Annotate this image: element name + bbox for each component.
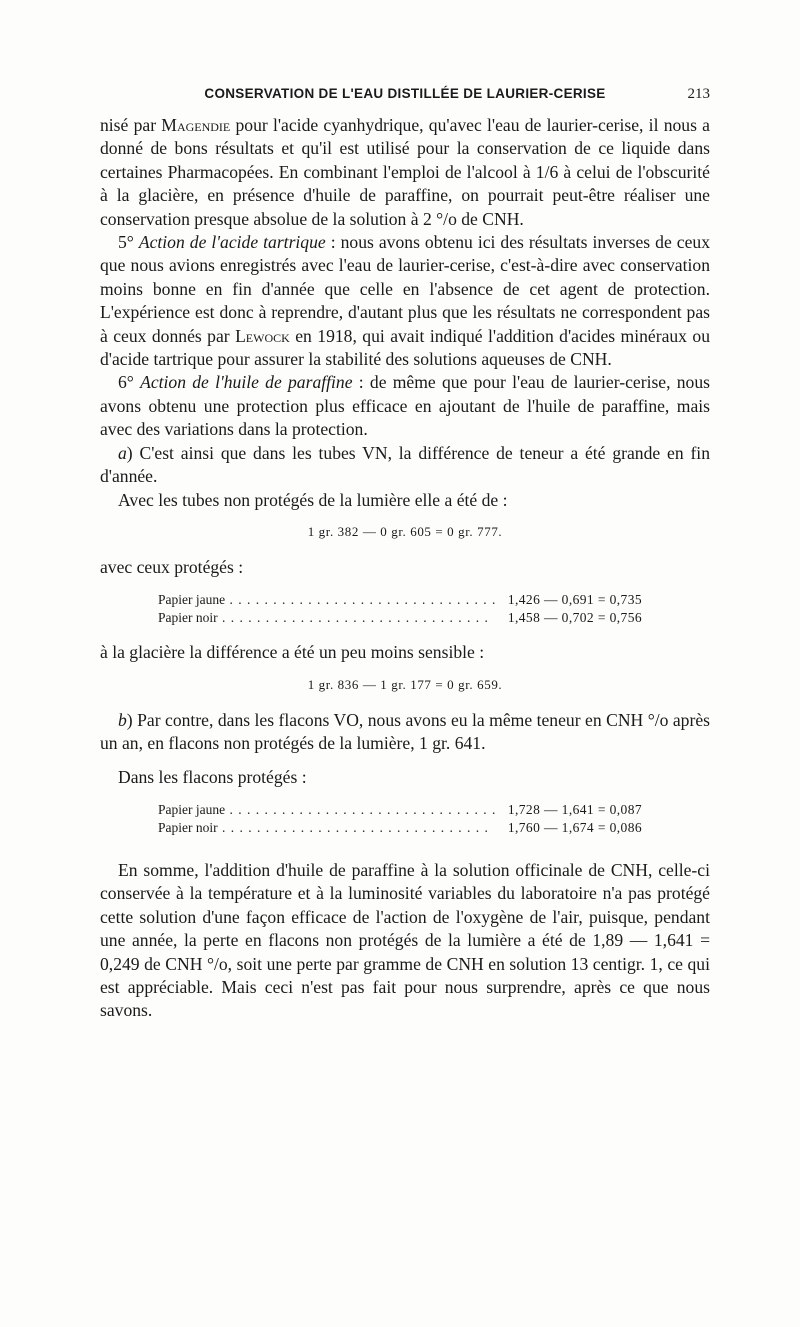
paragraph-protected-flacons: Dans les flacons protégés : [118, 766, 307, 787]
table-protected-tubes [158, 591, 642, 627]
author-magendie: Magendie [161, 115, 231, 135]
running-header [100, 86, 710, 114]
paragraph-paraffin-oil: 6° Action de l'huile de paraffine : de même que pour l'eau de laurier-cerise, nous avons obtenu une protection plus efficace en ajoutant de l'huile de paraffine, mais avec des variations dans la protection. [100, 372, 710, 440]
table-row: Papier jaune . . . 1,426 — 0,691 = 0,735 [158, 591, 642, 609]
section-heading-tartaric-acid: Action de l'acide tartrique [138, 232, 326, 253]
section-heading-paraffin-oil: Action de l'huile de paraffine [140, 372, 353, 393]
running-title: CONSERVATION DE L'EAU DISTILLÉE DE LAURIER-CERISE [204, 86, 606, 101]
paragraph-conclusion: En somme, l'addition d'huile de paraffine à la solution officinale de CNH, celle-ci conservée à la température et à la luminosité variables du laboratoire n'a pas protégé cette solution d'une façon efficace de l'action de l'oxygène de l'air, puisque, pendant une année, la perte en flacons non protégés de la lumière a été de 1,89 — 1,641 = 0,249 de CNH °/o, soit une perte par gramme de CNH en solution 13 centigr. 1, ce qui est appréciable. Mais ceci n'est pas fait pour nous surprendre, après ce que nous savons. [100, 859, 710, 1021]
table-row: Papier jaune . . . 1,728 — 1,641 = 0,087 [158, 801, 642, 819]
paragraph-magendie: nisé par Magendie pour l'acide cyanhydrique, qu'avec l'eau de laurier-cerise, il nous a donné de bons résultats et qu'il est utilisé pour la conservation de ce liquide dans certaines Pharmacopées. En combinant l'emploi de l'alcool à 1/6 à celui de l'obscurité à la glacière, en présence d'huile de paraffine, on pourrait peut-être réaliser une conservation presque absolue de la solution à 2 °/o de CNH. [100, 115, 710, 229]
table-protected-flacons [158, 801, 642, 837]
table-row: Papier noir . . . 1,760 — 1,674 = 0,086 [158, 819, 642, 837]
paragraph-flacons-vo: b) Par contre, dans les flacons VO, nous avons eu la même teneur en CNH °/o après un an, en flacons non protégés de la lumière, 1 gr. 641. [100, 709, 710, 754]
calculation-unprotected-tubes: 1 gr. 382 — 0 gr. 605 = 0 gr. 777. [307, 523, 503, 539]
paragraph-protected: avec ceux protégés : [100, 556, 244, 577]
author-lewock: Lewock [235, 325, 290, 346]
page-number: 213 [687, 86, 710, 102]
table-row: Papier noir . . . 1,458 — 0,702 = 0,756 [158, 609, 642, 627]
page [100, 86, 710, 1023]
calculation-glaciere: 1 gr. 836 — 1 gr. 177 = 0 gr. 659. [307, 676, 503, 692]
paragraph-unprotected-tubes: Avec les tubes non protégés de la lumière elle a été de : [118, 489, 508, 510]
paragraph-tartaric-acid: 5° Action de l'acide tartrique : nous avons obtenu ici des résultats inverses de ceux que nous avions enregistrés avec l'eau de laurier-cerise, c'est-à-dire avec conservation moins bonne en fin d'année que celle en l'absence de cet agent de protection. L'expérience est donc à reprendre, d'autant plus que les résultats ne correspondent pas à ceux donnés par Lewock en 1918, qui avait indiqué l'addition d'acides minéraux ou d'acide tartrique pour assurer la stabilité des solutions aqueuses de CNH. [100, 232, 710, 370]
paragraph-glaciere: à la glacière la différence a été un peu moins sensible : [100, 642, 485, 663]
paragraph-tubes-vn: a) C'est ainsi que dans les tubes VN, la différence de teneur a été grande en fin d'année. [100, 442, 710, 487]
